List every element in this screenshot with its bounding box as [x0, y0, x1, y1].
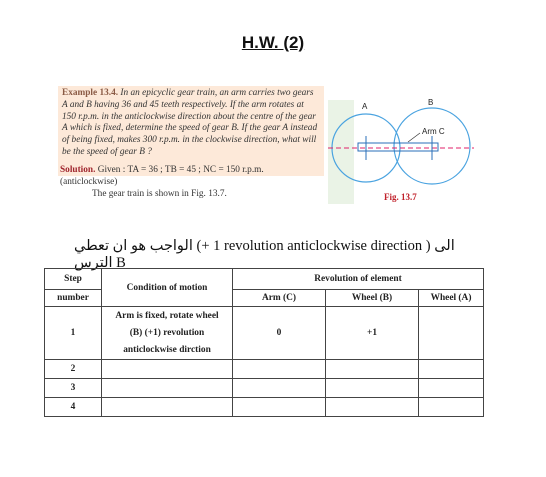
example-box: [58, 86, 324, 176]
cell-condition: [102, 307, 233, 360]
solution-given: Given : TA = 36 ; TB = 45 ; NC = 150 r.p.m.: [97, 165, 264, 175]
cell-condition: [102, 398, 233, 417]
table-row: [45, 360, 484, 379]
homework-question: الواجب هو ان تعطي (+ 1 revolution anticlockwise direction ) الى الترس B: [74, 238, 455, 271]
table-header-row: [45, 269, 484, 290]
table-row: [45, 398, 484, 417]
figure-caption: Fig. 13.7: [384, 192, 417, 202]
revolution-table: [44, 268, 484, 417]
solution-line-1: [60, 164, 332, 176]
cell-arm: [233, 379, 326, 398]
solution-block: [60, 164, 332, 200]
condition-line: Arm is fixed, rotate wheel: [115, 310, 219, 321]
header-number: number: [45, 290, 102, 307]
solution-given-cont: (anticlockwise): [60, 177, 118, 187]
condition-line: anticlockwise dirction: [123, 344, 211, 355]
arm-leader-line: [408, 133, 420, 142]
cell-arm: [233, 398, 326, 417]
cell-wheel-b: [326, 360, 419, 379]
header-wheel-a: Wheel (A): [419, 290, 484, 307]
gear-b-label: B: [428, 98, 434, 107]
cell-wheel-a: [419, 398, 484, 417]
cell-arm: 0: [233, 307, 326, 360]
cell-condition: [102, 379, 233, 398]
example-text: [58, 86, 324, 159]
gear-a-label: A: [362, 102, 368, 111]
example-body: In an epicyclic gear train, an arm carries two gears A and B having 36 and 45 teeth respectively. If the arm rotates at 150 r.p.m. in the anticlockwise direction about the centre of the gear A which is fixed, determine the speed of gear B. If the gear A instead of being fixed, makes 300 r.p.m. in the clockwise direction, what will be the speed of gear B ?: [62, 88, 318, 157]
header-step: Step: [45, 269, 102, 290]
solution-label: Solution.: [60, 165, 96, 175]
cell-wheel-a: [419, 360, 484, 379]
header-wheel-b: Wheel (B): [326, 290, 419, 307]
example-heading: Example 13.4.: [62, 88, 119, 98]
cell-step: 3: [45, 379, 102, 398]
arm-c-label: Arm C: [422, 127, 445, 136]
header-revolution: Revolution of element: [233, 269, 484, 290]
cell-wheel-a: [419, 379, 484, 398]
cell-wheel-b: [326, 379, 419, 398]
page-title: H.W. (2): [241, 33, 305, 52]
cell-wheel-b: [326, 398, 419, 417]
cell-wheel-b: +1: [326, 307, 419, 360]
header-arm: Arm (C): [233, 290, 326, 307]
cell-arm: [233, 360, 326, 379]
cell-condition: [102, 360, 233, 379]
cell-step: 4: [45, 398, 102, 417]
header-condition: Condition of motion: [102, 269, 233, 307]
solution-shown: The gear train is shown in Fig. 13.7.: [92, 189, 227, 199]
condition-line: (B) (+1) revolution: [129, 327, 205, 338]
cell-wheel-a: [419, 307, 484, 360]
arm-c-bar: [358, 143, 438, 151]
cell-step: 1: [45, 307, 102, 360]
cell-step: 2: [45, 360, 102, 379]
table-row: [45, 307, 484, 360]
table-row: [45, 379, 484, 398]
